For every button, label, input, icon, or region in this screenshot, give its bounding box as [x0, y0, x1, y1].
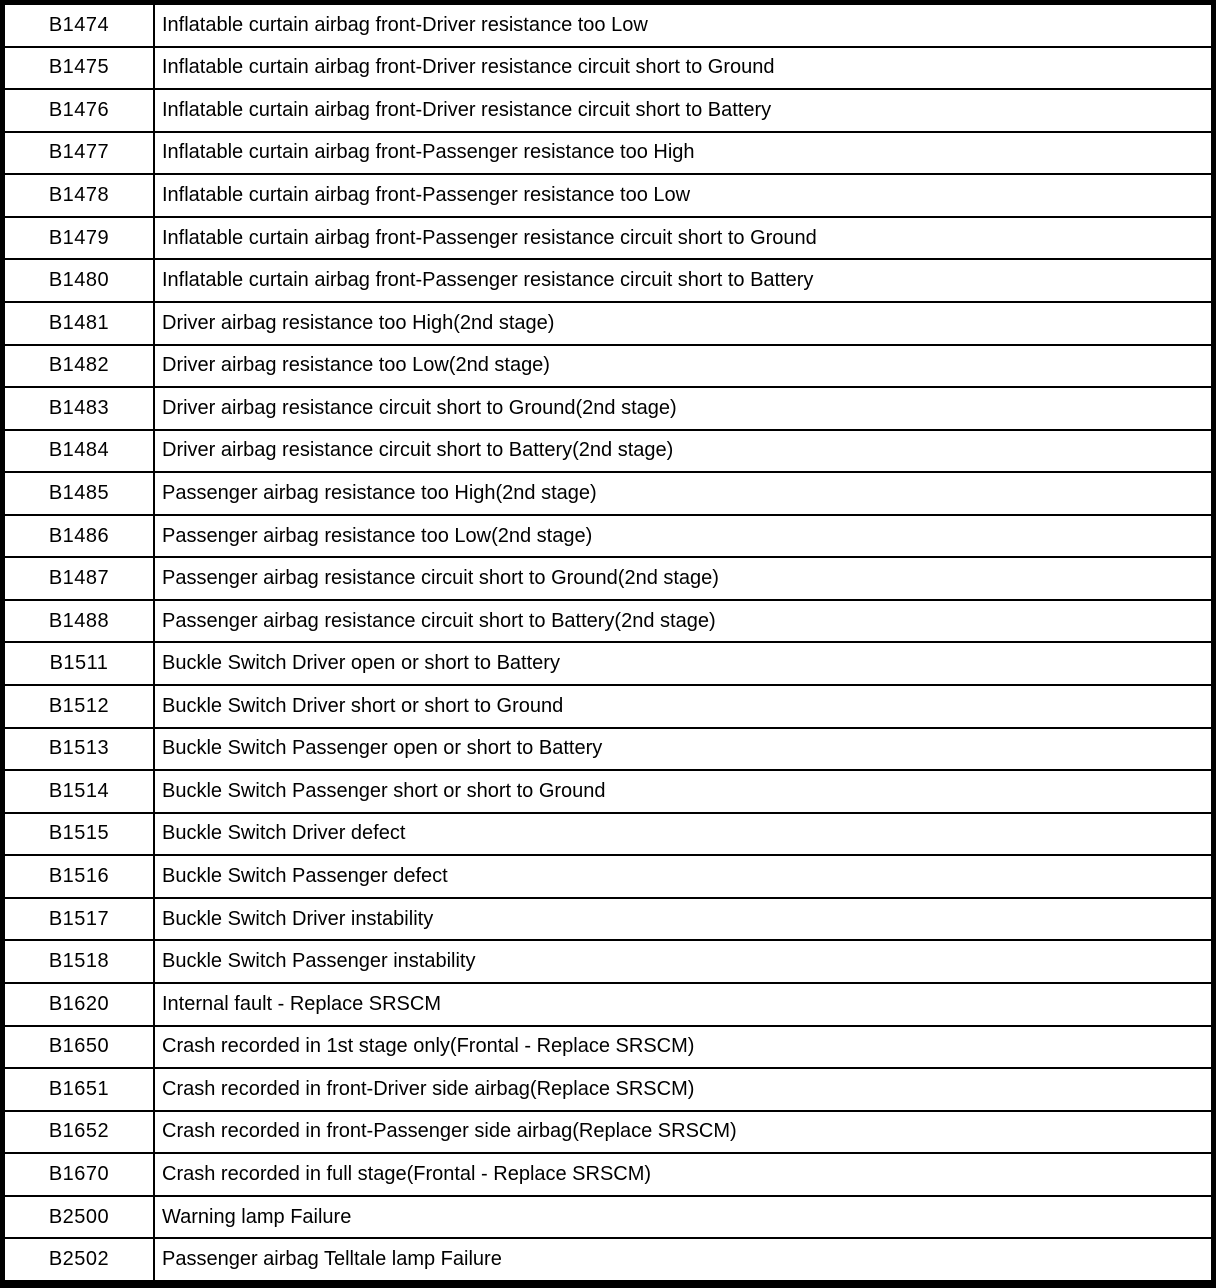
- dtc-description: Crash recorded in 1st stage only(Frontal - Replace SRSCM): [162, 1035, 695, 1058]
- table-row: [5, 133, 1211, 176]
- table-row: [5, 218, 1211, 261]
- dtc-description: Driver airbag resistance too High(2nd stage): [162, 311, 555, 334]
- dtc-code: B1651: [5, 1069, 155, 1110]
- dtc-description: Inflatable curtain airbag front-Passenger resistance too Low: [162, 184, 691, 207]
- dtc-code: B1512: [5, 686, 155, 727]
- table-row: [5, 1154, 1211, 1197]
- dtc-description: Driver airbag resistance circuit short to Battery(2nd stage): [162, 439, 674, 462]
- dtc-description: Inflatable curtain airbag front-Driver resistance circuit short to Battery: [162, 98, 772, 121]
- table-row: [5, 1069, 1211, 1112]
- dtc-description: Passenger airbag resistance too Low(2nd stage): [162, 524, 593, 547]
- table-row: [5, 303, 1211, 346]
- table-row: [5, 346, 1211, 389]
- dtc-description: Inflatable curtain airbag front-Driver resistance too Low: [162, 13, 648, 36]
- dtc-description: Passenger airbag resistance too High(2nd stage): [162, 481, 597, 504]
- dtc-code: B1483: [5, 388, 155, 429]
- dtc-description: Inflatable curtain airbag front-Passenger resistance circuit short to Battery: [162, 269, 814, 292]
- table-row: [5, 899, 1211, 942]
- dtc-description: Crash recorded in front-Driver side airbag(Replace SRSCM): [162, 1077, 695, 1100]
- table-row: [5, 771, 1211, 814]
- dtc-code: B1477: [5, 133, 155, 174]
- table-row: [5, 5, 1211, 48]
- dtc-code: B1475: [5, 48, 155, 89]
- dtc-code: B2502: [5, 1239, 155, 1280]
- table-row: [5, 1027, 1211, 1070]
- dtc-description: Buckle Switch Driver instability: [162, 907, 434, 930]
- dtc-code: B1481: [5, 303, 155, 344]
- dtc-code: B1486: [5, 516, 155, 557]
- dtc-description: Buckle Switch Driver defect: [162, 822, 406, 845]
- dtc-description: Buckle Switch Driver short or short to Ground: [162, 694, 564, 717]
- table-row: [5, 686, 1211, 729]
- dtc-description: Crash recorded in full stage(Frontal - Replace SRSCM): [162, 1162, 652, 1185]
- dtc-code: B1511: [5, 643, 155, 684]
- dtc-description: Inflatable curtain airbag front-Driver resistance circuit short to Ground: [162, 56, 775, 79]
- table-row: [5, 388, 1211, 431]
- dtc-code: B1620: [5, 984, 155, 1025]
- table-row: [5, 984, 1211, 1027]
- table-row: [5, 1197, 1211, 1240]
- table-row: [5, 1239, 1211, 1280]
- table-row: [5, 558, 1211, 601]
- dtc-description: Crash recorded in front-Passenger side airbag(Replace SRSCM): [162, 1120, 737, 1143]
- table-row: [5, 260, 1211, 303]
- table-row: [5, 431, 1211, 474]
- table-row: [5, 1112, 1211, 1155]
- dtc-code: B1479: [5, 218, 155, 259]
- table-row: [5, 90, 1211, 133]
- table-row: [5, 601, 1211, 644]
- table-row: [5, 473, 1211, 516]
- dtc-description: Buckle Switch Passenger defect: [162, 865, 448, 888]
- dtc-description: Passenger airbag resistance circuit short to Battery(2nd stage): [162, 609, 716, 632]
- table-row: [5, 814, 1211, 857]
- dtc-code: B1652: [5, 1112, 155, 1153]
- dtc-code: B1478: [5, 175, 155, 216]
- dtc-code: B1513: [5, 729, 155, 770]
- dtc-code: B1517: [5, 899, 155, 940]
- dtc-code: B1482: [5, 346, 155, 387]
- table-row: [5, 516, 1211, 559]
- table-row: [5, 175, 1211, 218]
- dtc-code: B1487: [5, 558, 155, 599]
- dtc-code: B1474: [5, 5, 155, 46]
- dtc-description: Buckle Switch Passenger open or short to Battery: [162, 737, 603, 760]
- dtc-code: B2500: [5, 1197, 155, 1238]
- dtc-code: B1650: [5, 1027, 155, 1068]
- table-row: [5, 48, 1211, 91]
- dtc-description: Inflatable curtain airbag front-Passenger resistance circuit short to Ground: [162, 226, 817, 249]
- dtc-description: Passenger airbag resistance circuit short to Ground(2nd stage): [162, 567, 719, 590]
- dtc-description: Driver airbag resistance too Low(2nd stage): [162, 354, 550, 377]
- dtc-code: B1516: [5, 856, 155, 897]
- dtc-code: B1480: [5, 260, 155, 301]
- dtc-description: Buckle Switch Driver open or short to Battery: [162, 652, 560, 675]
- dtc-code: B1476: [5, 90, 155, 131]
- dtc-code: B1670: [5, 1154, 155, 1195]
- dtc-description: Buckle Switch Passenger short or short to Ground: [162, 779, 606, 802]
- dtc-code: B1488: [5, 601, 155, 642]
- table-row: [5, 941, 1211, 984]
- table-row: [5, 643, 1211, 686]
- table-row: [5, 729, 1211, 772]
- dtc-code: B1485: [5, 473, 155, 514]
- dtc-description: Internal fault - Replace SRSCM: [162, 992, 442, 1015]
- dtc-code: B1515: [5, 814, 155, 855]
- dtc-description: Passenger airbag Telltale lamp Failure: [162, 1248, 502, 1271]
- dtc-description: Driver airbag resistance circuit short to Ground(2nd stage): [162, 396, 677, 419]
- dtc-description: Inflatable curtain airbag front-Passenger resistance too High: [162, 141, 695, 164]
- dtc-code: B1484: [5, 431, 155, 472]
- dtc-code: B1518: [5, 941, 155, 982]
- dtc-description: Buckle Switch Passenger instability: [162, 950, 476, 973]
- dtc-description: Warning lamp Failure: [162, 1205, 352, 1228]
- table-row: [5, 856, 1211, 899]
- dtc-code: B1514: [5, 771, 155, 812]
